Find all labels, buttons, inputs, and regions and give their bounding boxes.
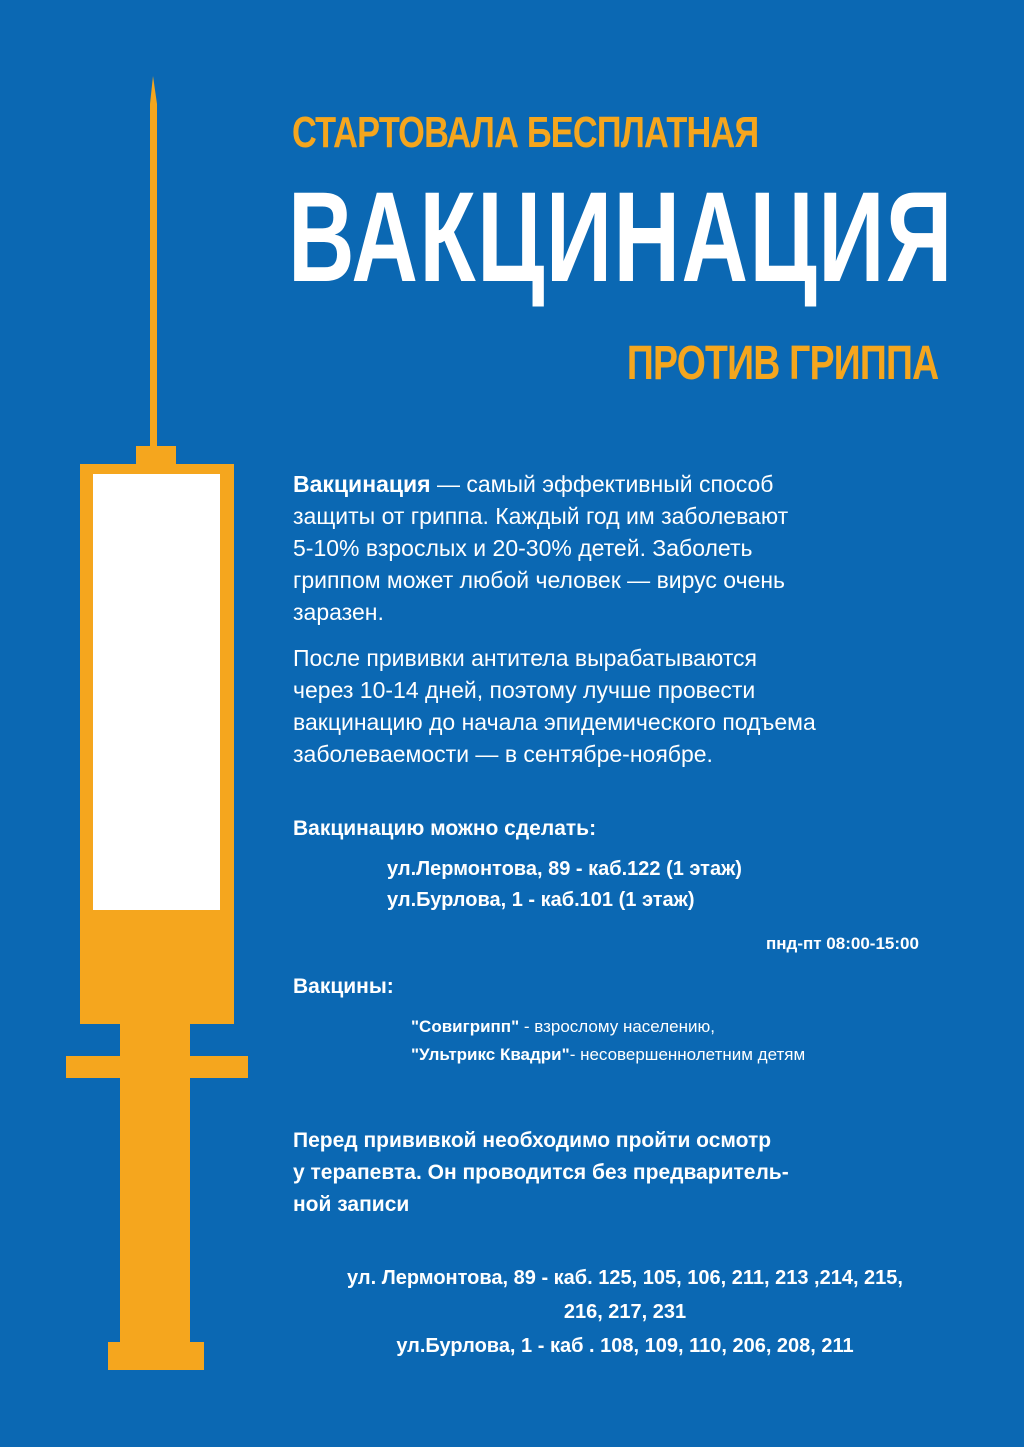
syringe-thumb-rest — [108, 1342, 204, 1370]
syringe-neck — [120, 1020, 190, 1060]
intro-line: — самый эффективный способ — [430, 471, 774, 497]
rooms-line: 216, 217, 231 — [563, 1301, 687, 1323]
exam-note-line: ной записи — [293, 1193, 410, 1216]
headline-line1: СТАРТОВАЛА БЕСПЛАТНАЯ — [292, 108, 759, 157]
vaccine-name: "Ультрикс Квадри" — [411, 1045, 570, 1064]
rooms-line: ул.Бурлова, 1 - каб . 108, 109, 110, 206, 208, 211 — [396, 1335, 854, 1357]
location-address: ул.Бурлова, 1 - каб.101 (1 этаж) — [387, 889, 695, 911]
vaccine-desc: - несовершеннолетним детям — [569, 1045, 806, 1064]
opening-hours: пнд-пт 08:00-15:00 — [766, 934, 919, 953]
antibodies-paragraph — [293, 642, 913, 770]
location-address: ул.Лермонтова, 89 - каб.122 (1 этаж) — [387, 858, 742, 880]
vaccine-item — [411, 1013, 805, 1041]
locations-heading: Вакцинацию можно сделать: — [293, 817, 597, 840]
intro-term: Вакцинация — [293, 471, 431, 497]
intro-line: 5-10% взрослых и 20-30% детей. Заболеть — [293, 535, 753, 561]
exam-note-line: Перед прививкой необходимо пройти осмотр — [293, 1129, 772, 1152]
headline-title: ВАКЦИНАЦИЯ — [288, 166, 954, 309]
syringe-icon — [0, 0, 260, 1447]
vaccines-heading: Вакцины: — [293, 975, 394, 998]
exam-note-line: у терапевта. Он проводится без предваритель- — [293, 1161, 789, 1184]
antibodies-line: через 10-14 дней, поэтому лучше провести — [293, 677, 756, 703]
vaccine-desc: - взрослому населению, — [519, 1017, 715, 1036]
antibodies-line: После прививки антитела вырабатываются — [293, 645, 757, 671]
rooms-list — [270, 1261, 980, 1363]
headline-line3: ПРОТИВ ГРИППА — [626, 337, 938, 390]
syringe-plunger — [120, 1076, 190, 1344]
vaccines-list — [411, 1013, 805, 1069]
intro-line: защиты от гриппа. Каждый год им заболевают — [293, 503, 789, 529]
vaccine-name: "Совигрипп" — [411, 1017, 520, 1036]
syringe-needle — [150, 76, 157, 448]
vaccine-item — [411, 1041, 805, 1069]
intro-line: заразен. — [293, 599, 384, 625]
locations-addresses — [387, 854, 742, 916]
antibodies-line: вакцинацию до начала эпидемического подъема — [293, 709, 816, 735]
intro-paragraph — [293, 468, 913, 628]
intro-line: гриппом может любой человек — вирус очень — [293, 567, 786, 593]
rooms-line: ул. Лермонтова, 89 - каб. 125, 105, 106, 211, 213 ,214, 215, — [347, 1267, 903, 1289]
syringe-barrel-empty — [93, 474, 220, 910]
exam-note — [293, 1125, 933, 1221]
antibodies-line: заболеваемости — в сентябре-ноябре. — [293, 741, 713, 767]
